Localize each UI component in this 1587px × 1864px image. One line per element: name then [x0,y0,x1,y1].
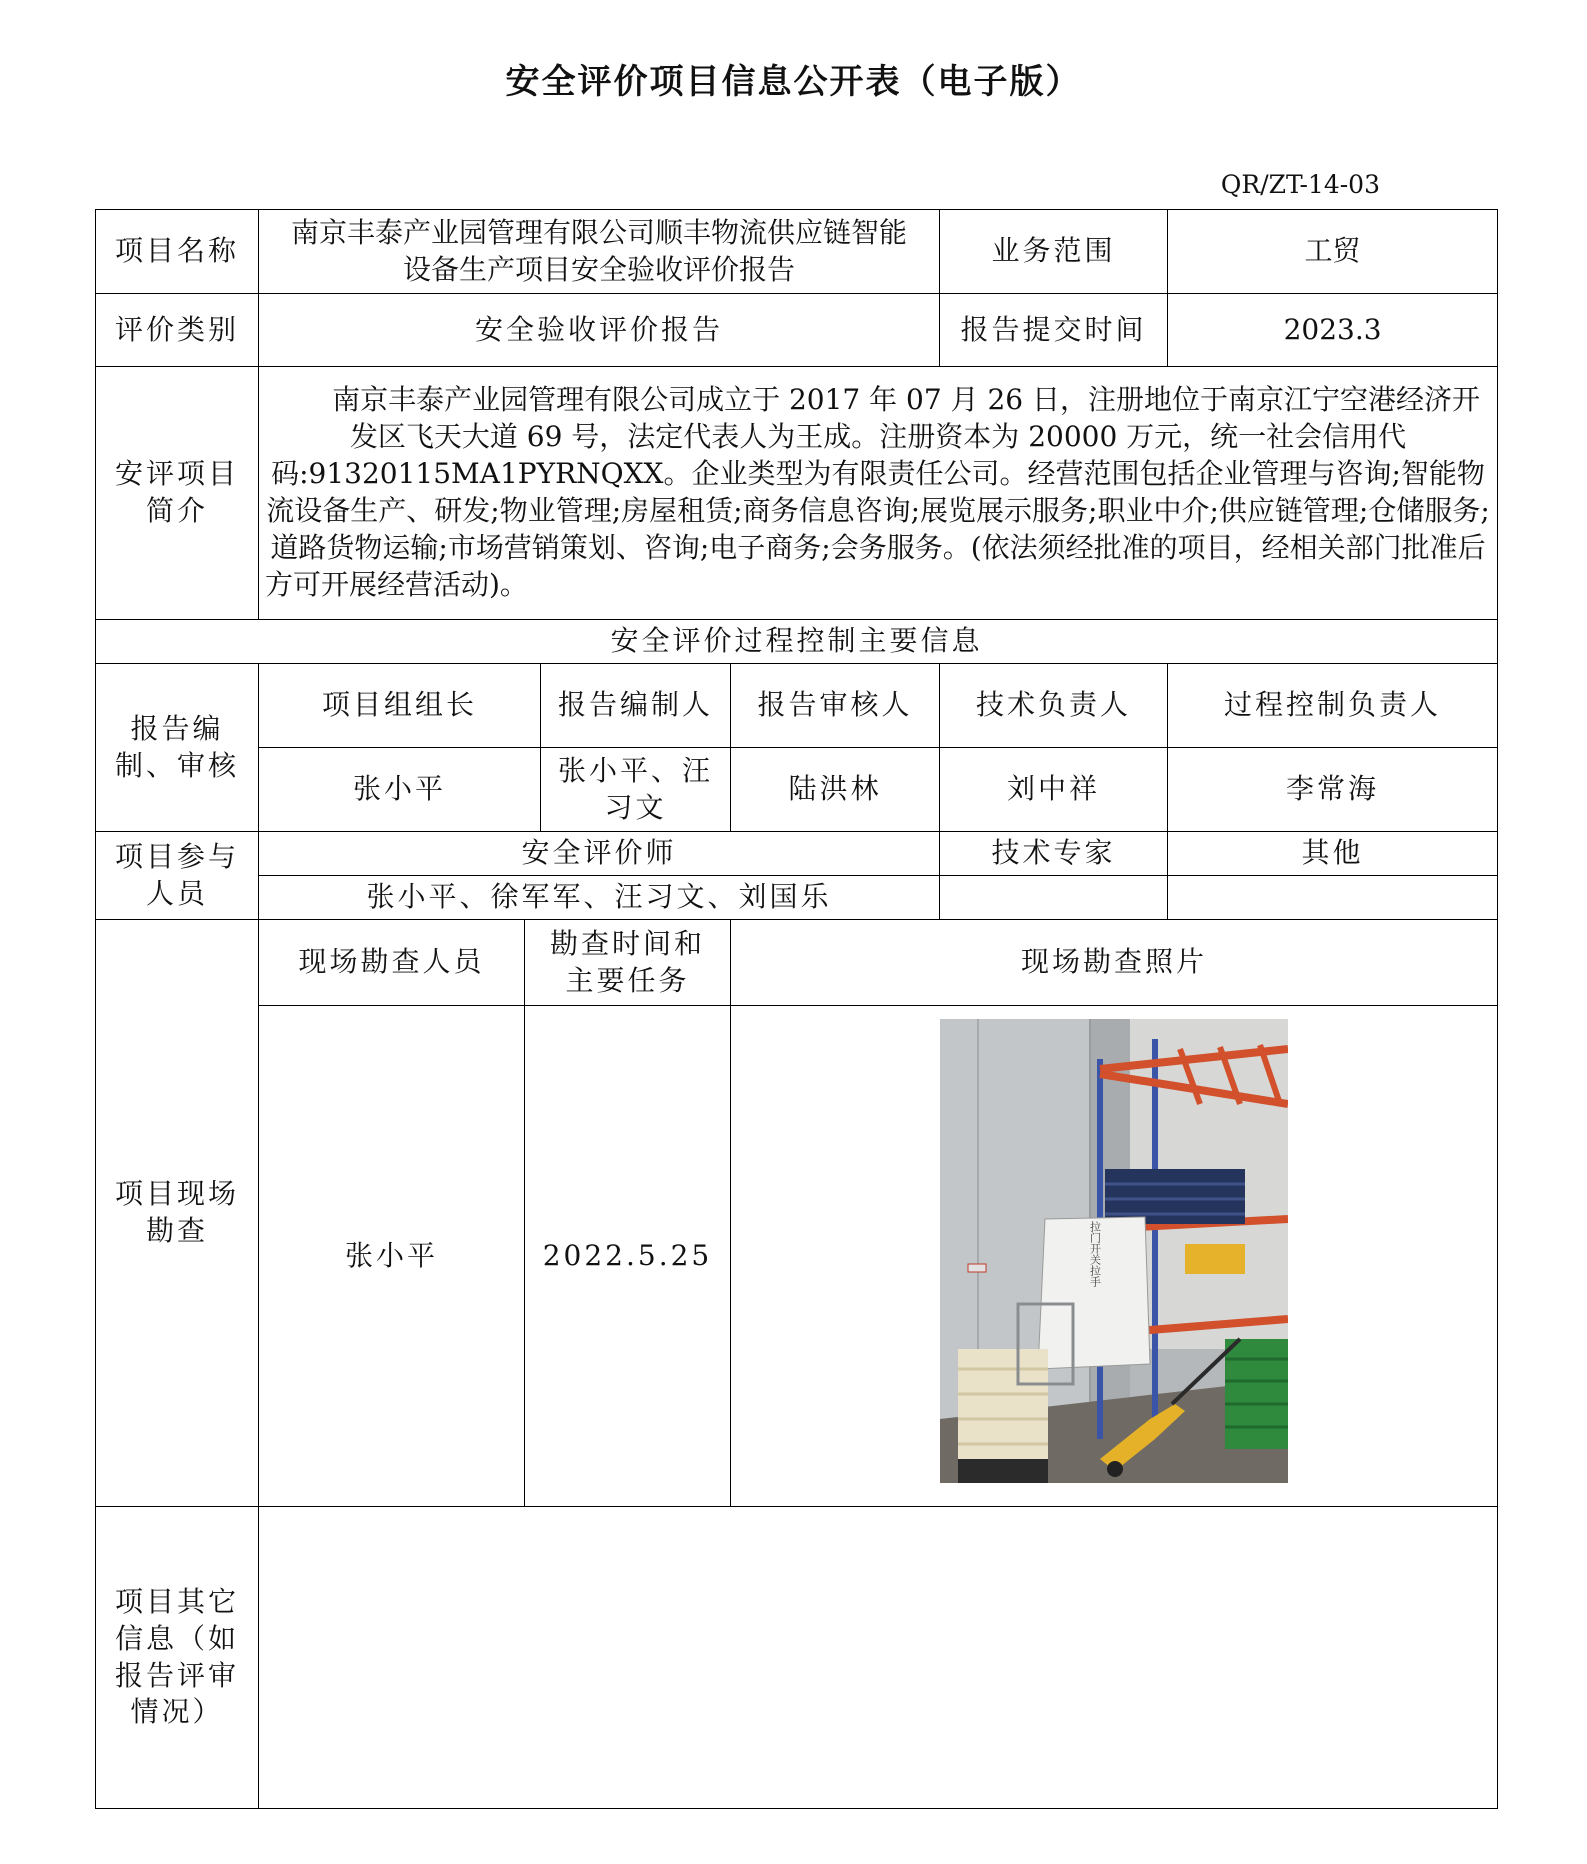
intro-paragraph: 南京丰泰产业园管理有限公司成立于 2017 年 07 月 26 日，注册地位于南京江宁空港经济开发区飞天大道 69 号，法定代表人为王成。注册资本为 20000 万元，统一社会信用代码:91320115MA1PYRNQXX。企业类型为有限责任公司。经营范围包括企业管理与咨询;智能物流设备生产、研发;物业管理;房屋租赁;商务信息咨询;展览展示服务;职业中介;供应链管理;仓储服务;道路货物运输;市场营销策划、咨询;电子商务;会务服务。(依法须经批准的项目，经相关部门批准后方可开展经营活动)。 [265,383,1490,601]
header-report-reviewer: 报告审核人 [731,664,940,748]
header-other: 其他 [1168,832,1498,876]
value-report-compiler: 张小平、汪习文 [541,748,731,832]
site-photo [940,1019,1288,1483]
eval-type-label: 评价类别 [96,294,259,367]
value-report-reviewer: 陆洪林 [731,748,940,832]
site-survey-label: 项目现场勘查 [96,920,259,1507]
photo-sign-text: 拉门开关拉手 [1088,1221,1102,1288]
header-technical-lead: 技术负责人 [940,664,1168,748]
business-scope-value: 工贸 [1168,210,1498,294]
project-name-label: 项目名称 [96,210,259,294]
value-process-control-lead: 李常海 [1168,748,1498,832]
eval-type-value: 安全验收评价报告 [259,294,940,367]
intro-text [259,367,1498,620]
intro-label: 安评项目简介 [96,367,259,620]
value-technical-lead: 刘中祥 [940,748,1168,832]
value-survey-person: 张小平 [259,1006,525,1507]
submit-time-label: 报告提交时间 [940,294,1168,367]
project-name-value: 南京丰泰产业园管理有限公司顺丰物流供应链智能设备生产项目安全验收评价报告 [259,210,940,294]
process-section-title: 安全评价过程控制主要信息 [96,620,1498,664]
value-survey-date: 2022.5.25 [525,1006,731,1507]
report-review-label: 报告编制、审核 [96,664,259,832]
header-survey-person: 现场勘查人员 [259,920,525,1006]
submit-time-value: 2023.3 [1168,294,1498,367]
page-title: 安全评价项目信息公开表（电子版） [505,62,1082,102]
header-survey-time-task: 勘查时间和主要任务 [525,920,731,1006]
other-info-label: 项目其它信息（如报告评审情况） [96,1507,259,1809]
participants-label: 项目参与人员 [96,832,259,920]
header-team-leader: 项目组组长 [259,664,541,748]
header-survey-photo: 现场勘查照片 [731,920,1498,1006]
value-team-leader: 张小平 [259,748,541,832]
value-other [1168,876,1498,920]
header-technical-expert: 技术专家 [940,832,1168,876]
header-safety-assessor: 安全评价师 [259,832,940,876]
value-technical-expert [940,876,1168,920]
business-scope-label: 业务范围 [940,210,1168,294]
other-info-value [259,1507,1498,1809]
header-report-compiler: 报告编制人 [541,664,731,748]
header-process-control-lead: 过程控制负责人 [1168,664,1498,748]
form-code: QR/ZT-14-03 [1220,170,1380,199]
survey-photo-cell [731,1006,1498,1507]
info-table [95,209,1498,1809]
value-safety-assessors: 张小平、徐军军、汪习文、刘国乐 [259,876,940,920]
